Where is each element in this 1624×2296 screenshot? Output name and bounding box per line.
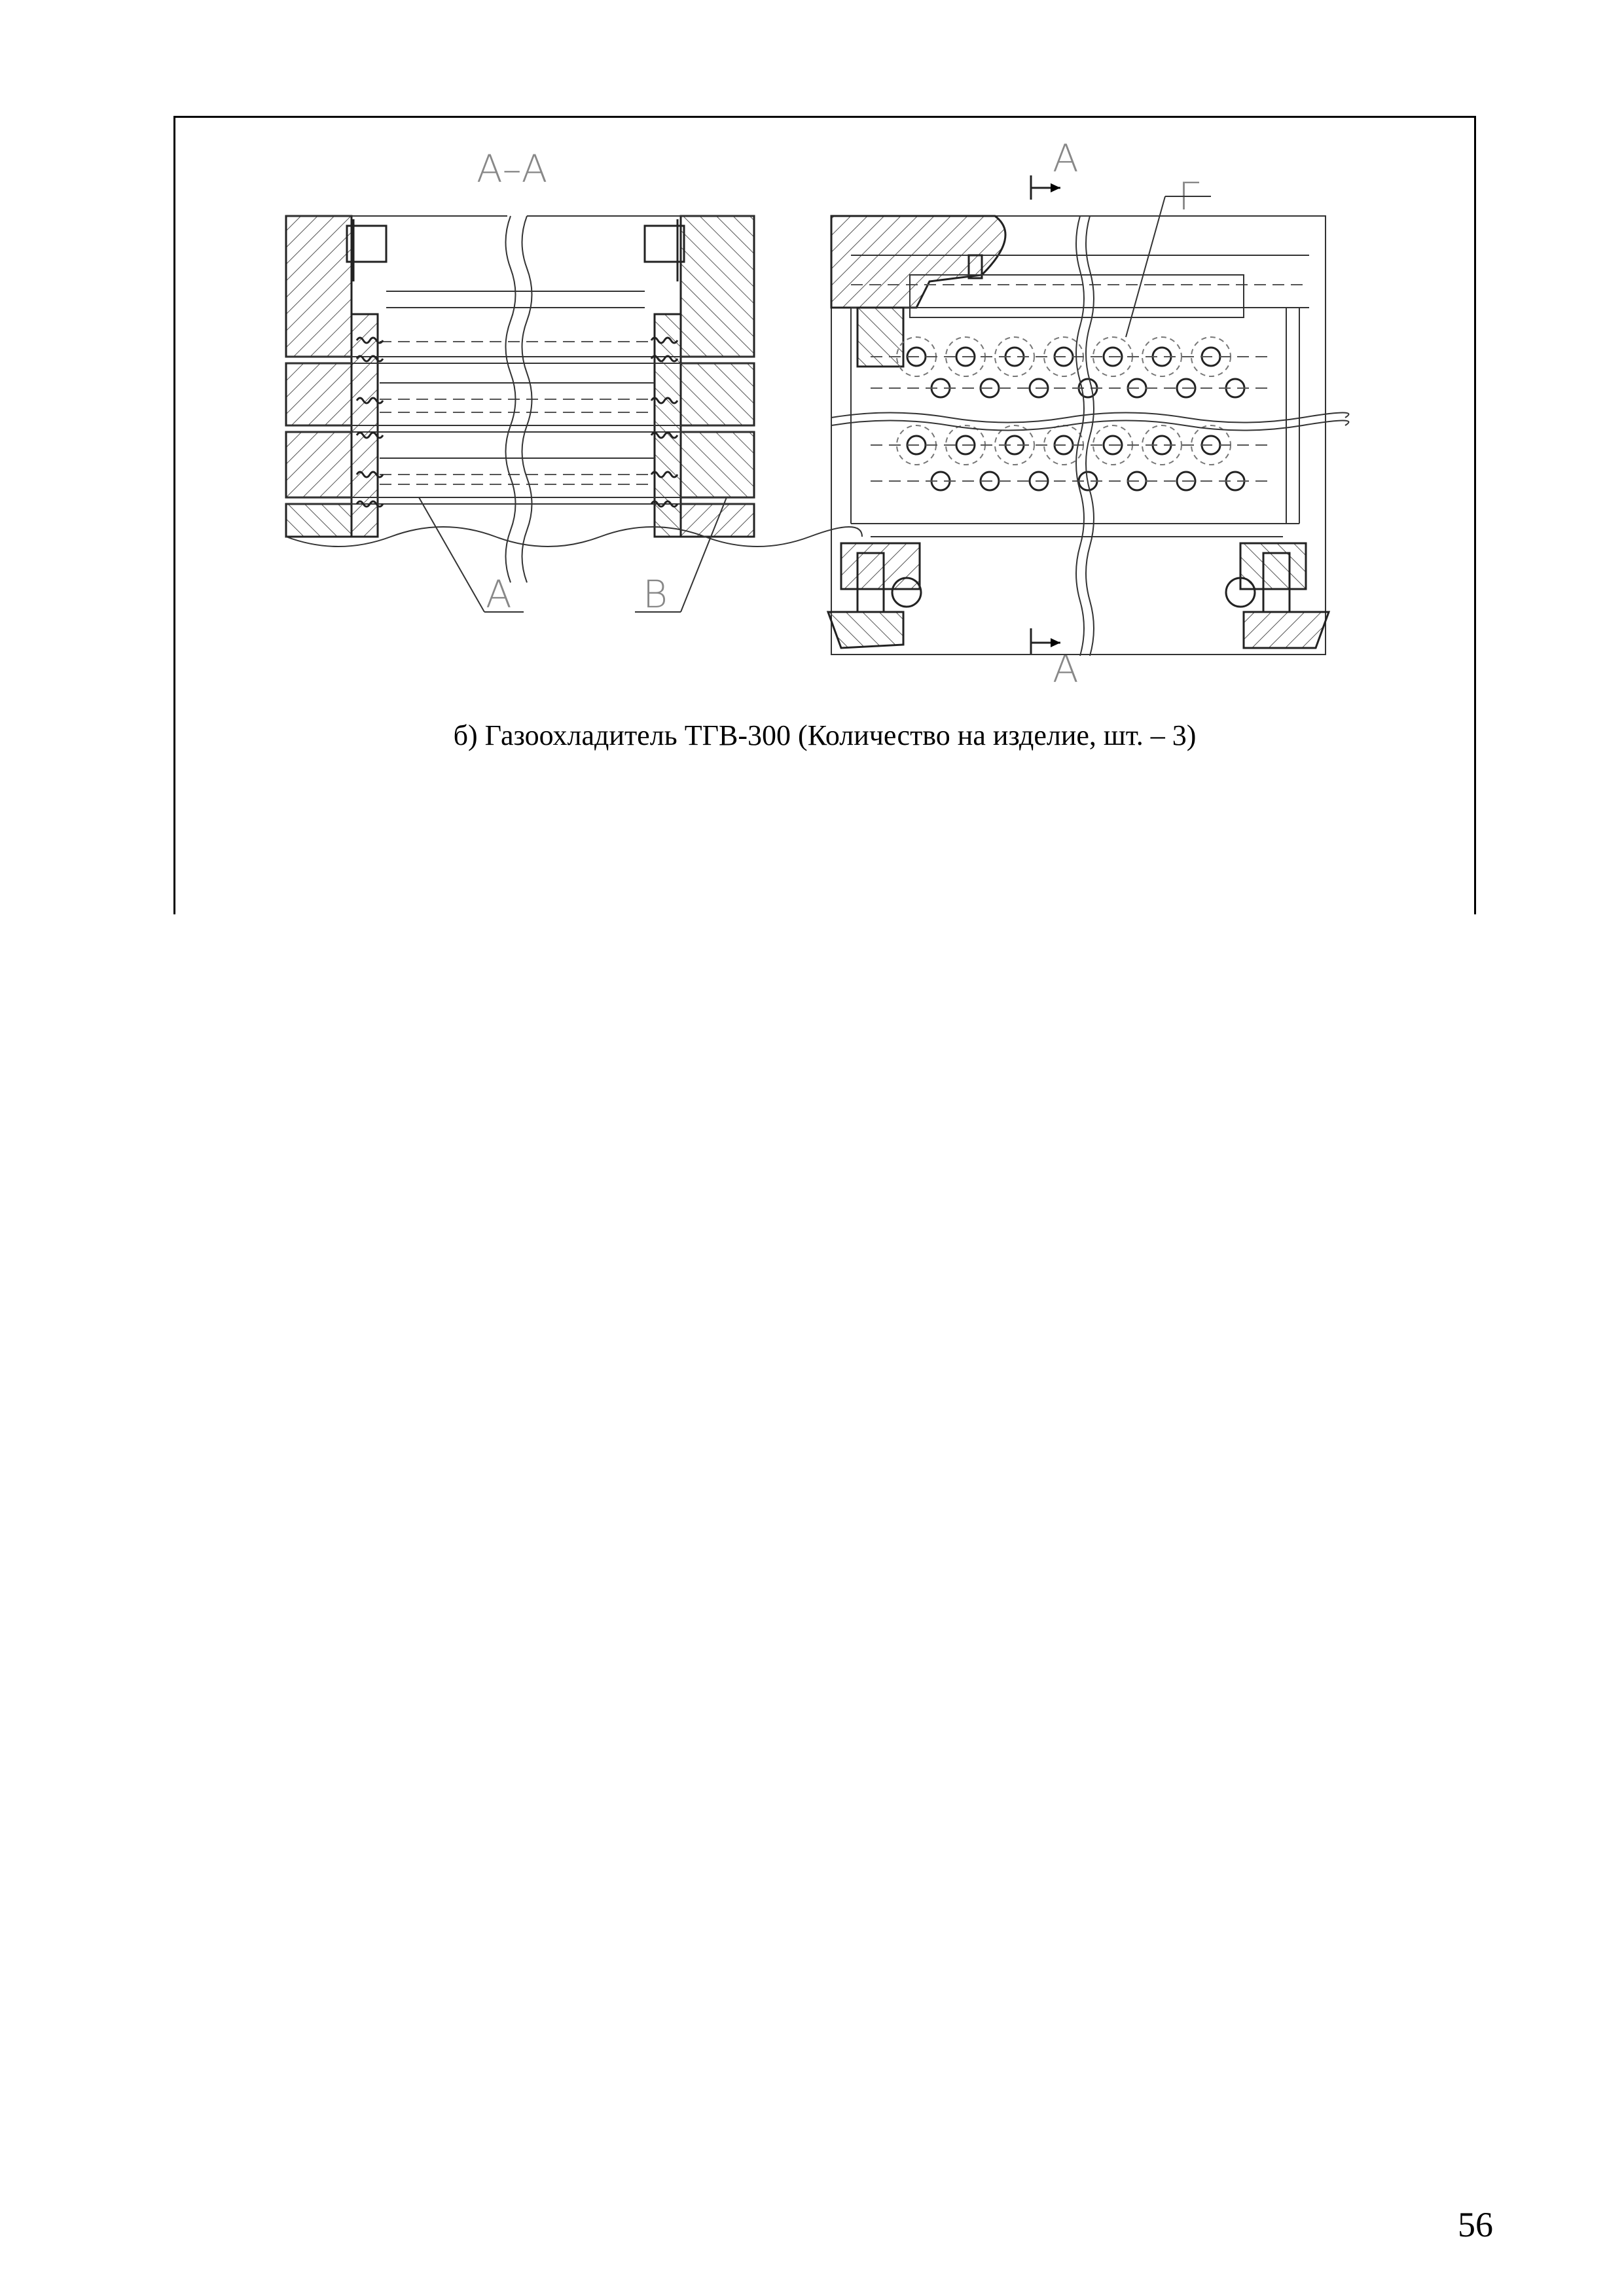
support-foot-left: [828, 543, 921, 648]
right-wall-block: [681, 432, 754, 497]
section-label: А–А: [477, 147, 548, 191]
callout-g: Г: [1178, 174, 1200, 219]
figure-caption: б) Газоохладитель ТГВ-300 (Количество на изделие, шт. – 3): [453, 719, 1197, 751]
section-view-left: [286, 147, 862, 617]
top-cap: [831, 216, 1005, 308]
section-mark-bottom: А: [1053, 647, 1079, 691]
page-number: 56: [1458, 2205, 1493, 2244]
left-wall-block: [286, 216, 352, 357]
callout-a: А: [486, 572, 512, 617]
left-wall-block: [286, 432, 352, 497]
callout-v: В: [643, 572, 668, 617]
side-view-right: [828, 136, 1348, 691]
right-wall-block: [681, 216, 754, 357]
seal-block: [857, 308, 903, 367]
section-mark-top: А: [1053, 136, 1079, 181]
left-wall-block: [286, 363, 352, 425]
technical-drawing: [0, 0, 1624, 720]
support-foot-right: [1226, 543, 1329, 648]
left-wall-block: [286, 504, 352, 537]
right-wall-block: [681, 363, 754, 425]
